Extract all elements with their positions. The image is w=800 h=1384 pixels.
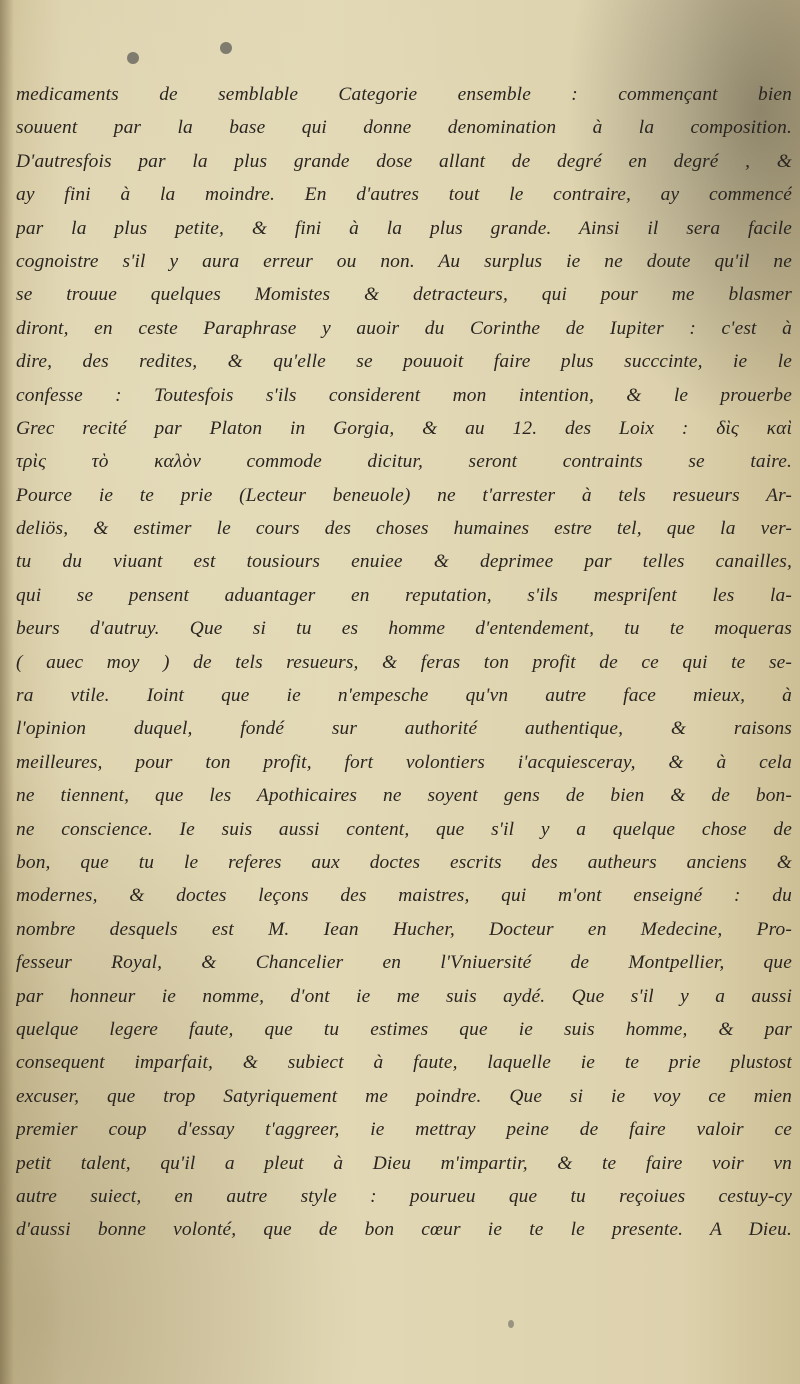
text-line: ne tiennent, que les Apothicaires ne soyent gens de bien & de bon-: [16, 785, 792, 807]
text-line: autre suiect, en autre style : pourueu que tu reçoiues cestuy-cy: [16, 1185, 792, 1207]
text-line: bon, que tu le referes aux doctes escrits des autheurs anciens &: [16, 851, 792, 873]
text-line: ay fini à la moindre. En d'autres tout le contraire, ay commencé: [16, 184, 792, 206]
text-line: consequent imparfait, & subiect à faute, laquelle ie te prie plustost: [16, 1052, 792, 1074]
text-line: l'opinion duquel, fondé sur authorité authentique, & raisons: [16, 718, 792, 740]
text-line: fesseur Royal, & Chancelier en l'Vniuersité de Montpellier, que: [16, 952, 792, 974]
text-line: Pource ie te prie (Lecteur beneuole) ne t'arrester à tels resueurs Ar-: [16, 484, 792, 506]
text-line: ( auec moy ) de tels resueurs, & feras ton profit de ce qui te se-: [16, 651, 792, 673]
text-line: τρὶς τὸ καλὸν commode dicitur, seront contraints se taire.: [16, 451, 792, 473]
text-line: medicaments de semblable Categorie ensemble : commençant bien: [16, 84, 792, 105]
ink-bleed-dot: [508, 1320, 514, 1328]
text-line: d'aussi bonne volonté, que de bon cœur ie te le presente. A Dieu.: [16, 1219, 792, 1241]
text-line: se trouue quelques Momistes & detracteurs, qui pour me blasmer: [16, 284, 792, 306]
text-line: deliös, & estimer le cours des choses humaines estre tel, que la ver-: [16, 518, 792, 540]
text-line: diront, en ceste Paraphrase y auoir du Corinthe de Iupiter : c'est à: [16, 317, 792, 339]
text-line: souuent par la base qui donne denomination à la composition.: [16, 117, 792, 139]
text-line: par honneur ie nomme, d'ont ie me suis aydé. Que s'il y a aussi: [16, 985, 792, 1007]
text-line: tu du viuant est tousiours enuiee & deprimee par telles canailles,: [16, 551, 792, 573]
text-line: qui se pensent aduantager en reputation, s'ils mespriſent les la-: [16, 584, 792, 606]
text-line: nombre desquels est M. Iean Hucher, Docteur en Medecine, Pro-: [16, 918, 792, 940]
ink-bleed-dot: [220, 42, 232, 54]
text-line: ra vtile. Ioint que ie n'empesche qu'vn autre face mieux, à: [16, 685, 792, 707]
text-line: petit talent, qu'il a pleut à Dieu m'impartir, & te faire voir vn: [16, 1152, 792, 1174]
text-line: meilleures, pour ton profit, fort volontiers i'acquiesceray, & à cela: [16, 751, 792, 773]
text-line: ne conscience. Ie suis aussi content, que s'il y a quelque chose de: [16, 818, 792, 840]
text-line: par la plus petite, & fini à la plus grande. Ainsi il sera facile: [16, 217, 792, 239]
text-line: beurs d'autruy. Que si tu es homme d'entendement, tu te moqueras: [16, 618, 792, 640]
text-line: modernes, & doctes leçons des maistres, qui m'ont enseigné : du: [16, 885, 792, 907]
text-line: confesse : Toutesfois s'ils considerent mon intention, & le prouerbe: [16, 384, 792, 406]
text-line: excuser, que trop Satyriquement me poindre. Que si ie voy ce mien: [16, 1085, 792, 1107]
text-line: dire, des redites, & qu'elle se pouuoit faire plus succcinte, ie le: [16, 351, 792, 373]
text-line: premier coup d'essay t'aggreer, ie mettray peine de faire valoir ce: [16, 1119, 792, 1141]
binding-shadow: [0, 0, 14, 1384]
text-line: D'autresfois par la plus grande dose allant de degré en degré , &: [16, 150, 792, 172]
text-line: Grec recité par Platon in Gorgia, & au 12. des Loix : δὶς καὶ: [16, 417, 792, 439]
page-text: [16, 78, 792, 1247]
text-line: quelque legere faute, que tu estimes que ie suis homme, & par: [16, 1018, 792, 1040]
text-line: cognoistre s'il y aura erreur ou non. Au surplus ie ne doute qu'il ne: [16, 250, 792, 272]
ink-bleed-dot: [127, 52, 139, 64]
